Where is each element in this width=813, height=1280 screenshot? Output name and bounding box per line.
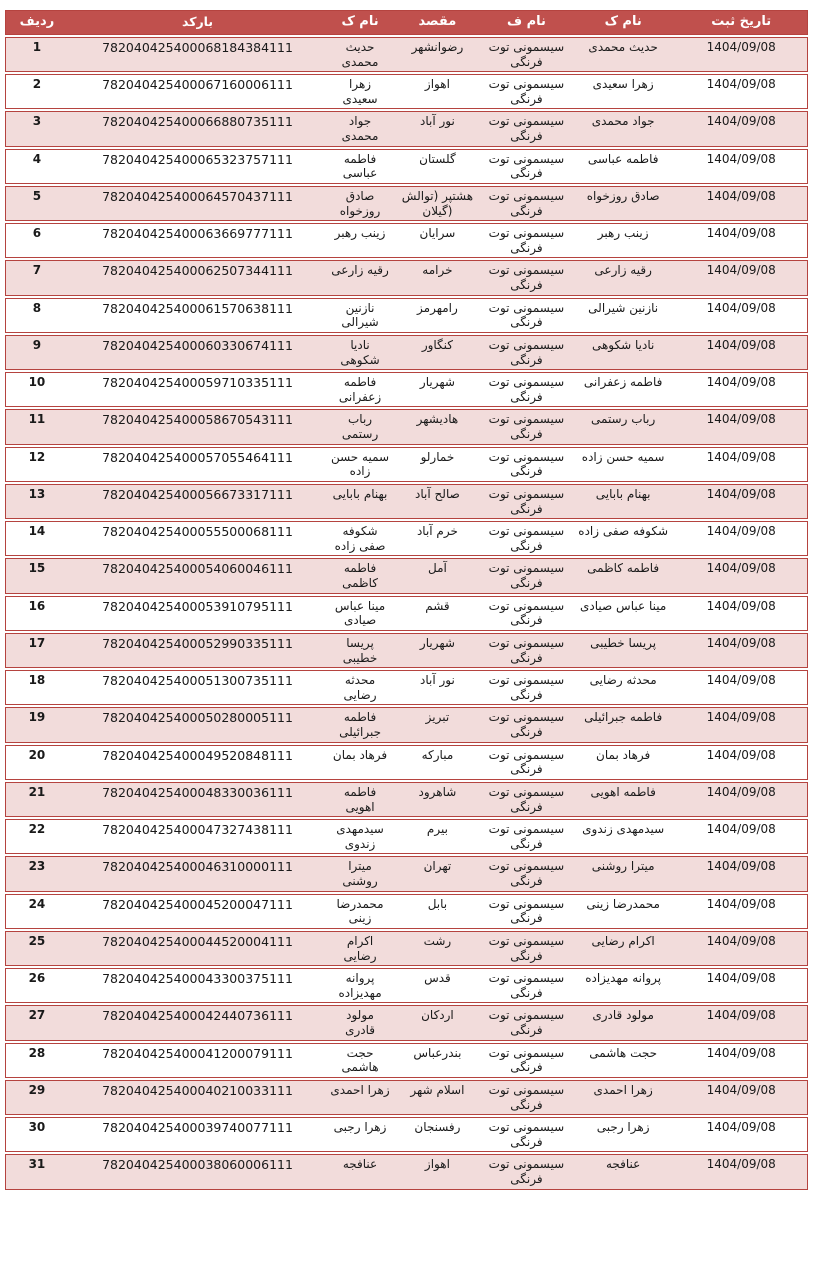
cell-name_f: سیسمونی توت فرنگی xyxy=(482,111,571,146)
cell-name_f: سیسمونی توت فرنگی xyxy=(482,74,571,109)
cell-barcode: 782040425400041200079111 xyxy=(68,1043,327,1078)
cell-name_f: سیسمونی توت فرنگی xyxy=(482,856,571,891)
cell-radif: 6 xyxy=(5,223,68,258)
cell-radif: 5 xyxy=(5,186,68,221)
cell-date: 1404/09/08 xyxy=(675,856,808,891)
cell-dest: اسلام شهر xyxy=(393,1080,482,1115)
cell-dest: هادیشهر xyxy=(393,409,482,444)
cell-name_f: سیسمونی توت فرنگی xyxy=(482,186,571,221)
cell-name_k: اکرام رضایی xyxy=(327,931,393,966)
table-row xyxy=(5,447,808,482)
cell-radif: 12 xyxy=(5,447,68,482)
cell-radif: 23 xyxy=(5,856,68,891)
cell-barcode: 782040425400046310000111 xyxy=(68,856,327,891)
cell-name_f: سیسمونی توت فرنگی xyxy=(482,1005,571,1040)
cell-name_k: فرهاد بمان xyxy=(327,745,393,780)
cell-name_k: محمدرضا زینی xyxy=(327,894,393,929)
cell-radif: 14 xyxy=(5,521,68,556)
cell-dest: کنگاور xyxy=(393,335,482,370)
table-row xyxy=(5,37,808,72)
header-name-f: نام ف xyxy=(482,10,571,35)
cell-barcode: 782040425400051300735111 xyxy=(68,670,327,705)
cell-name_f: سیسمونی توت فرنگی xyxy=(482,745,571,780)
cell-barcode: 782040425400066880735111 xyxy=(68,111,327,146)
cell-date: 1404/09/08 xyxy=(675,447,808,482)
cell-dest: خرم آباد xyxy=(393,521,482,556)
cell-date: 1404/09/08 xyxy=(675,819,808,854)
cell-dest: گلستان xyxy=(393,149,482,184)
cell-dest: خرامه xyxy=(393,260,482,295)
cell-name_k: مینا عباس صیادی xyxy=(327,596,393,631)
cell-name_k2: بهنام بابایی xyxy=(571,484,675,519)
cell-name_k2: پروانه مهدیزاده xyxy=(571,968,675,1003)
table-row xyxy=(5,558,808,593)
table-row xyxy=(5,111,808,146)
cell-barcode: 782040425400057055464111 xyxy=(68,447,327,482)
header-row xyxy=(5,10,808,35)
cell-barcode: 782040425400065323757111 xyxy=(68,149,327,184)
cell-name_k: زهرا رجبی xyxy=(327,1117,393,1152)
cell-dest: شهریار xyxy=(393,372,482,407)
table-row xyxy=(5,782,808,817)
cell-radif: 29 xyxy=(5,1080,68,1115)
cell-dest: رضوانشهر xyxy=(393,37,482,72)
cell-name_k2: عنافجه xyxy=(571,1154,675,1189)
cell-name_f: سیسمونی توت فرنگی xyxy=(482,782,571,817)
cell-dest: قشم xyxy=(393,596,482,631)
cell-name_k: پروانه مهدیزاده xyxy=(327,968,393,1003)
cell-date: 1404/09/08 xyxy=(675,894,808,929)
table-row xyxy=(5,1154,808,1189)
cell-radif: 22 xyxy=(5,819,68,854)
header-name-k: نام ک xyxy=(327,10,393,35)
cell-name_f: سیسمونی توت فرنگی xyxy=(482,37,571,72)
cell-barcode: 782040425400039740077111 xyxy=(68,1117,327,1152)
cell-name_k2: نادیا شکوهی xyxy=(571,335,675,370)
cell-dest: رفسنجان xyxy=(393,1117,482,1152)
cell-dest: بابل xyxy=(393,894,482,929)
cell-barcode: 782040425400044520004111 xyxy=(68,931,327,966)
header-dest: مقصد xyxy=(393,10,482,35)
cell-dest: رشت xyxy=(393,931,482,966)
cell-name_f: سیسمونی توت فرنگی xyxy=(482,707,571,742)
cell-name_k2: اکرام رضایی xyxy=(571,931,675,966)
cell-name_k: فاطمه کاظمی xyxy=(327,558,393,593)
cell-radif: 7 xyxy=(5,260,68,295)
cell-radif: 16 xyxy=(5,596,68,631)
cell-name_k2: فاطمه جبرائیلی xyxy=(571,707,675,742)
cell-radif: 9 xyxy=(5,335,68,370)
cell-date: 1404/09/08 xyxy=(675,409,808,444)
cell-name_k: سیدمهدی زندوی xyxy=(327,819,393,854)
cell-radif: 25 xyxy=(5,931,68,966)
cell-name_k2: حجت هاشمی xyxy=(571,1043,675,1078)
cell-radif: 31 xyxy=(5,1154,68,1189)
table-row xyxy=(5,149,808,184)
table-row xyxy=(5,1005,808,1040)
cell-radif: 17 xyxy=(5,633,68,668)
cell-dest: تهران xyxy=(393,856,482,891)
cell-date: 1404/09/08 xyxy=(675,707,808,742)
cell-radif: 28 xyxy=(5,1043,68,1078)
cell-name_k: جواد محمدی xyxy=(327,111,393,146)
cell-name_k2: فرهاد بمان xyxy=(571,745,675,780)
cell-name_f: سیسمونی توت فرنگی xyxy=(482,447,571,482)
cell-name_f: سیسمونی توت فرنگی xyxy=(482,968,571,1003)
table-row xyxy=(5,1043,808,1078)
cell-name_k: نازنین شیرالی xyxy=(327,298,393,333)
cell-barcode: 782040425400042440736111 xyxy=(68,1005,327,1040)
cell-barcode: 782040425400049520848111 xyxy=(68,745,327,780)
cell-radif: 21 xyxy=(5,782,68,817)
cell-name_k: محدثه رضایی xyxy=(327,670,393,705)
header-radif: ردیف xyxy=(5,10,68,35)
cell-radif: 2 xyxy=(5,74,68,109)
cell-barcode: 782040425400048330036111 xyxy=(68,782,327,817)
table-row xyxy=(5,223,808,258)
cell-dest: مبارکه xyxy=(393,745,482,780)
table-row xyxy=(5,521,808,556)
cell-name_f: سیسمونی توت فرنگی xyxy=(482,558,571,593)
cell-name_k2: فاطمه اهویی xyxy=(571,782,675,817)
cell-date: 1404/09/08 xyxy=(675,260,808,295)
cell-name_k: نادیا شکوهی xyxy=(327,335,393,370)
cell-radif: 26 xyxy=(5,968,68,1003)
cell-name_f: سیسمونی توت فرنگی xyxy=(482,894,571,929)
cell-radif: 18 xyxy=(5,670,68,705)
cell-barcode: 782040425400063669777111 xyxy=(68,223,327,258)
cell-barcode: 782040425400052990335111 xyxy=(68,633,327,668)
table-row xyxy=(5,819,808,854)
cell-name_k2: فاطمه عباسی xyxy=(571,149,675,184)
cell-barcode: 782040425400055500068111 xyxy=(68,521,327,556)
cell-date: 1404/09/08 xyxy=(675,596,808,631)
cell-radif: 30 xyxy=(5,1117,68,1152)
cell-radif: 3 xyxy=(5,111,68,146)
cell-date: 1404/09/08 xyxy=(675,633,808,668)
cell-dest: خمارلو xyxy=(393,447,482,482)
cell-name_k: رقیه زارعی xyxy=(327,260,393,295)
cell-name_f: سیسمونی توت فرنگی xyxy=(482,1043,571,1078)
cell-name_f: سیسمونی توت فرنگی xyxy=(482,819,571,854)
cell-name_f: سیسمونی توت فرنگی xyxy=(482,1080,571,1115)
table-row xyxy=(5,633,808,668)
cell-name_f: سیسمونی توت فرنگی xyxy=(482,931,571,966)
cell-name_k2: مینا عباس صیادی xyxy=(571,596,675,631)
cell-barcode: 782040425400059710335111 xyxy=(68,372,327,407)
cell-radif: 8 xyxy=(5,298,68,333)
cell-name_k: شکوفه صفی زاده xyxy=(327,521,393,556)
cell-date: 1404/09/08 xyxy=(675,223,808,258)
cell-date: 1404/09/08 xyxy=(675,1080,808,1115)
cell-date: 1404/09/08 xyxy=(675,968,808,1003)
cell-radif: 4 xyxy=(5,149,68,184)
cell-barcode: 782040425400040210033111 xyxy=(68,1080,327,1115)
cell-dest: اردکان xyxy=(393,1005,482,1040)
cell-barcode: 782040425400038060006111 xyxy=(68,1154,327,1189)
cell-name_f: سیسمونی توت فرنگی xyxy=(482,372,571,407)
cell-name_k: سمیه حسن زاده xyxy=(327,447,393,482)
cell-name_k2: زهرا سعیدی xyxy=(571,74,675,109)
cell-date: 1404/09/08 xyxy=(675,1154,808,1189)
cell-barcode: 782040425400062507344111 xyxy=(68,260,327,295)
cell-name_k2: شکوفه صفی زاده xyxy=(571,521,675,556)
table-row xyxy=(5,894,808,929)
cell-name_k2: زهرا احمدی xyxy=(571,1080,675,1115)
cell-name_k: عنافجه xyxy=(327,1154,393,1189)
cell-radif: 19 xyxy=(5,707,68,742)
cell-name_k2: رباب رستمی xyxy=(571,409,675,444)
cell-name_f: سیسمونی توت فرنگی xyxy=(482,1154,571,1189)
cell-barcode: 782040425400053910795111 xyxy=(68,596,327,631)
cell-dest: اهواز xyxy=(393,1154,482,1189)
cell-radif: 11 xyxy=(5,409,68,444)
cell-date: 1404/09/08 xyxy=(675,521,808,556)
cell-name_f: سیسمونی توت فرنگی xyxy=(482,521,571,556)
table-header xyxy=(5,10,808,35)
header-name-k2: نام ک xyxy=(571,10,675,35)
table-row xyxy=(5,856,808,891)
table-row xyxy=(5,260,808,295)
cell-barcode: 782040425400061570638111 xyxy=(68,298,327,333)
cell-date: 1404/09/08 xyxy=(675,186,808,221)
cell-date: 1404/09/08 xyxy=(675,111,808,146)
cell-date: 1404/09/08 xyxy=(675,335,808,370)
cell-name_k: زینب رهبر xyxy=(327,223,393,258)
cell-dest: نور آباد xyxy=(393,111,482,146)
cell-dest: هشتپر (توالش (گیلان xyxy=(393,186,482,221)
cell-name_k2: نازنین شیرالی xyxy=(571,298,675,333)
cell-name_k2: رقیه زارعی xyxy=(571,260,675,295)
cell-name_k: فاطمه جبرائیلی xyxy=(327,707,393,742)
cell-name_k2: محمدرضا زینی xyxy=(571,894,675,929)
table-row xyxy=(5,372,808,407)
cell-date: 1404/09/08 xyxy=(675,298,808,333)
cell-dest: شهریار xyxy=(393,633,482,668)
table-row xyxy=(5,335,808,370)
cell-date: 1404/09/08 xyxy=(675,782,808,817)
cell-date: 1404/09/08 xyxy=(675,1117,808,1152)
cell-name_f: سیسمونی توت فرنگی xyxy=(482,298,571,333)
cell-date: 1404/09/08 xyxy=(675,149,808,184)
cell-dest: رامهرمز xyxy=(393,298,482,333)
cell-dest: سرایان xyxy=(393,223,482,258)
cell-radif: 1 xyxy=(5,37,68,72)
cell-barcode: 782040425400068184384111 xyxy=(68,37,327,72)
cell-name_f: سیسمونی توت فرنگی xyxy=(482,1117,571,1152)
table-row xyxy=(5,74,808,109)
cell-name_k: رباب رستمی xyxy=(327,409,393,444)
table-row xyxy=(5,968,808,1003)
cell-radif: 15 xyxy=(5,558,68,593)
cell-dest: شاهرود xyxy=(393,782,482,817)
cell-barcode: 782040425400043300375111 xyxy=(68,968,327,1003)
cell-dest: تبریز xyxy=(393,707,482,742)
cell-date: 1404/09/08 xyxy=(675,670,808,705)
table-row xyxy=(5,1117,808,1152)
table-row xyxy=(5,298,808,333)
cell-barcode: 782040425400050280005111 xyxy=(68,707,327,742)
cell-date: 1404/09/08 xyxy=(675,1043,808,1078)
cell-name_k: زهرا سعیدی xyxy=(327,74,393,109)
cell-name_k: فاطمه زعفرانی xyxy=(327,372,393,407)
cell-date: 1404/09/08 xyxy=(675,558,808,593)
cell-date: 1404/09/08 xyxy=(675,484,808,519)
cell-name_k2: سیدمهدی زندوی xyxy=(571,819,675,854)
cell-name_f: سیسمونی توت فرنگی xyxy=(482,484,571,519)
cell-barcode: 782040425400045200047111 xyxy=(68,894,327,929)
cell-barcode: 782040425400056673317111 xyxy=(68,484,327,519)
cell-name_f: سیسمونی توت فرنگی xyxy=(482,223,571,258)
cell-barcode: 782040425400060330674111 xyxy=(68,335,327,370)
cell-radif: 24 xyxy=(5,894,68,929)
cell-radif: 13 xyxy=(5,484,68,519)
cell-name_k2: صادق روزخواه xyxy=(571,186,675,221)
table-row xyxy=(5,484,808,519)
cell-radif: 20 xyxy=(5,745,68,780)
cell-name_k: میترا روشنی xyxy=(327,856,393,891)
table-row xyxy=(5,186,808,221)
cell-dest: نور آباد xyxy=(393,670,482,705)
cell-name_k2: حدیث محمدی xyxy=(571,37,675,72)
cell-dest: آمل xyxy=(393,558,482,593)
header-barcode: بارکد xyxy=(68,10,327,35)
cell-name_k2: جواد محمدی xyxy=(571,111,675,146)
header-date: تاریخ ثبت xyxy=(675,10,808,35)
cell-date: 1404/09/08 xyxy=(675,37,808,72)
cell-radif: 27 xyxy=(5,1005,68,1040)
cell-name_k: پریسا خطیبی xyxy=(327,633,393,668)
cell-name_k: بهنام بابایی xyxy=(327,484,393,519)
cell-barcode: 782040425400064570437111 xyxy=(68,186,327,221)
cell-name_f: سیسمونی توت فرنگی xyxy=(482,409,571,444)
cell-name_f: سیسمونی توت فرنگی xyxy=(482,596,571,631)
cell-name_k: صادق روزخواه xyxy=(327,186,393,221)
cell-name_k: حدیث محمدی xyxy=(327,37,393,72)
cell-name_k2: فاطمه زعفرانی xyxy=(571,372,675,407)
cell-barcode: 782040425400058670543111 xyxy=(68,409,327,444)
cell-name_f: سیسمونی توت فرنگی xyxy=(482,149,571,184)
cell-name_k: حجت هاشمی xyxy=(327,1043,393,1078)
table-body xyxy=(5,37,808,1190)
cell-dest: قدس xyxy=(393,968,482,1003)
cell-name_k2: سمیه حسن زاده xyxy=(571,447,675,482)
cell-date: 1404/09/08 xyxy=(675,1005,808,1040)
cell-dest: اهواز xyxy=(393,74,482,109)
cell-name_f: سیسمونی توت فرنگی xyxy=(482,670,571,705)
cell-name_k2: مولود قادری xyxy=(571,1005,675,1040)
shipments-table xyxy=(5,8,808,1192)
cell-name_f: سیسمونی توت فرنگی xyxy=(482,633,571,668)
cell-dest: صالح آباد xyxy=(393,484,482,519)
cell-barcode: 782040425400047327438111 xyxy=(68,819,327,854)
cell-name_k2: زهرا رجبی xyxy=(571,1117,675,1152)
cell-name_k2: فاطمه کاظمی xyxy=(571,558,675,593)
table-row xyxy=(5,409,808,444)
cell-date: 1404/09/08 xyxy=(675,372,808,407)
cell-barcode: 782040425400067160006111 xyxy=(68,74,327,109)
cell-name_k2: محدثه رضایی xyxy=(571,670,675,705)
table-row xyxy=(5,596,808,631)
cell-name_f: سیسمونی توت فرنگی xyxy=(482,335,571,370)
cell-name_k2: پریسا خطیبی xyxy=(571,633,675,668)
cell-barcode: 782040425400054060046111 xyxy=(68,558,327,593)
cell-name_k: فاطمه عباسی xyxy=(327,149,393,184)
cell-name_k: مولود قادری xyxy=(327,1005,393,1040)
table-row xyxy=(5,745,808,780)
cell-date: 1404/09/08 xyxy=(675,745,808,780)
table-row xyxy=(5,1080,808,1115)
cell-name_f: سیسمونی توت فرنگی xyxy=(482,260,571,295)
cell-name_k2: زینب رهبر xyxy=(571,223,675,258)
table-row xyxy=(5,931,808,966)
table-row xyxy=(5,707,808,742)
cell-name_k: فاطمه اهویی xyxy=(327,782,393,817)
cell-date: 1404/09/08 xyxy=(675,74,808,109)
cell-date: 1404/09/08 xyxy=(675,931,808,966)
cell-name_k: زهرا احمدی xyxy=(327,1080,393,1115)
cell-dest: بیرم xyxy=(393,819,482,854)
cell-name_k2: میترا روشنی xyxy=(571,856,675,891)
table-row xyxy=(5,670,808,705)
cell-radif: 10 xyxy=(5,372,68,407)
cell-dest: بندرعباس xyxy=(393,1043,482,1078)
